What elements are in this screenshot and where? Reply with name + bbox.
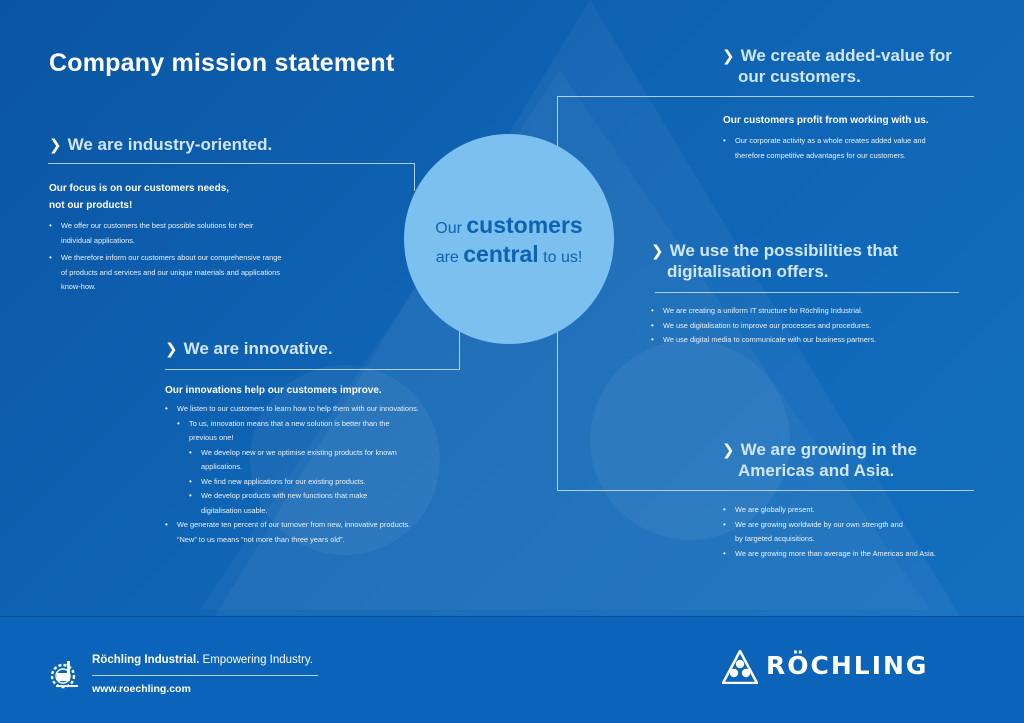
industry-bullets [49,219,349,295]
added-value-subheading: Our customers profit from working with us. [723,115,929,126]
central-message-line2 [404,241,614,268]
growing-bullets [723,503,983,561]
list-item: • We generate ten percent of our turnover from new, innovative products. “New” to us means “not more than three years old”. [165,518,485,547]
central-message-line1 [404,212,614,239]
heading-growing [722,440,917,481]
center-our: Our [435,220,462,237]
industry-subheading [49,180,229,214]
divider-digital [655,292,959,293]
divider-added-value [557,96,974,97]
list-item: • We find new applications for our existing products. [189,475,485,490]
chevron-right-icon: ❯ [651,243,664,260]
innovative-subheading: Our innovations help our customers improve. [165,385,382,396]
heading-digital-line2: digitalisation offers. [667,262,829,281]
list-item: • We listen to our customers to learn how to help them with our innovations. [165,402,485,417]
chevron-right-icon: ❯ [165,341,178,358]
list-item: • We are creating a uniform IT structure for Röchling Industrial. [651,304,951,319]
factory-gear-icon [48,655,82,695]
roechling-wordmark: RÖCHLING [766,651,929,680]
chevron-right-icon: ❯ [49,137,62,154]
heading-industry-text: We are industry-oriented. [67,135,273,154]
heading-added-value-line2: our customers. [738,67,861,86]
added-value-bullets [723,134,983,163]
divider-innovative [165,369,459,370]
innovative-bullets [165,402,485,547]
list-item: • We therefore inform our customers about our comprehensive range of products and services and our unique materials and applications know-how. [49,251,349,295]
digital-bullets [651,304,951,348]
divider-industry [48,163,414,164]
heading-added-value-line1: We create added-value for [740,46,952,65]
footer-divider [92,675,318,676]
heading-added-value [722,46,952,87]
connector-innovative [459,330,460,370]
chevron-right-icon: ❯ [722,442,735,459]
roechling-triangle-logo-icon [722,650,758,684]
heading-industry [49,135,272,156]
page-title: Company mission statement [49,49,395,77]
list-item: • We use digital media to communicate with our business partners. [651,333,951,348]
heading-innovative [165,339,333,360]
heading-growing-line1: We are growing in the [740,440,917,459]
center-customers: customers [466,212,583,238]
list-item: • Our corporate activity as a whole creates added value and therefore competitive advantages for our customers. [723,134,983,163]
heading-digital-line1: We use the possibilities that [669,241,898,260]
list-item: • We are growing more than average in the Americas and Asia. [723,547,983,562]
footer-tagline [92,654,313,666]
chevron-right-icon: ❯ [722,48,735,65]
heading-digital [651,241,898,282]
central-message-circle [404,134,614,344]
footer-tagline-slogan: Empowering Industry. [202,654,313,666]
footer-url: www.roechling.com [92,683,191,695]
list-item: • We develop new or we optimise existing products for known applications. [189,446,485,475]
center-to-us: to us! [543,249,583,266]
list-item: • We use digitalisation to improve our processes and procedures. [651,319,951,334]
list-item: • We develop products with new functions that make digitalisation usable. [189,489,485,518]
list-item: • We offer our customers the best possible solutions for their individual applications. [49,219,349,248]
list-item: • To us, innovation means that a new solution is better than the previous one! [177,417,485,446]
connector-industry [414,163,415,191]
center-are: are [435,249,459,266]
footer [0,616,1024,723]
center-central: central [463,241,539,267]
heading-growing-line2: Americas and Asia. [738,461,895,480]
list-item: • We are globally present. [723,503,983,518]
industry-sub2: not our products! [49,200,133,211]
list-item: • We are growing worldwide by our own strength and by targeted acquisitions. [723,518,983,547]
footer-tagline-company: Röchling Industrial. [92,654,200,666]
divider-growing [557,490,974,491]
industry-sub1: Our focus is on our customers needs, [49,183,230,194]
heading-innovative-text: We are innovative. [183,339,333,358]
